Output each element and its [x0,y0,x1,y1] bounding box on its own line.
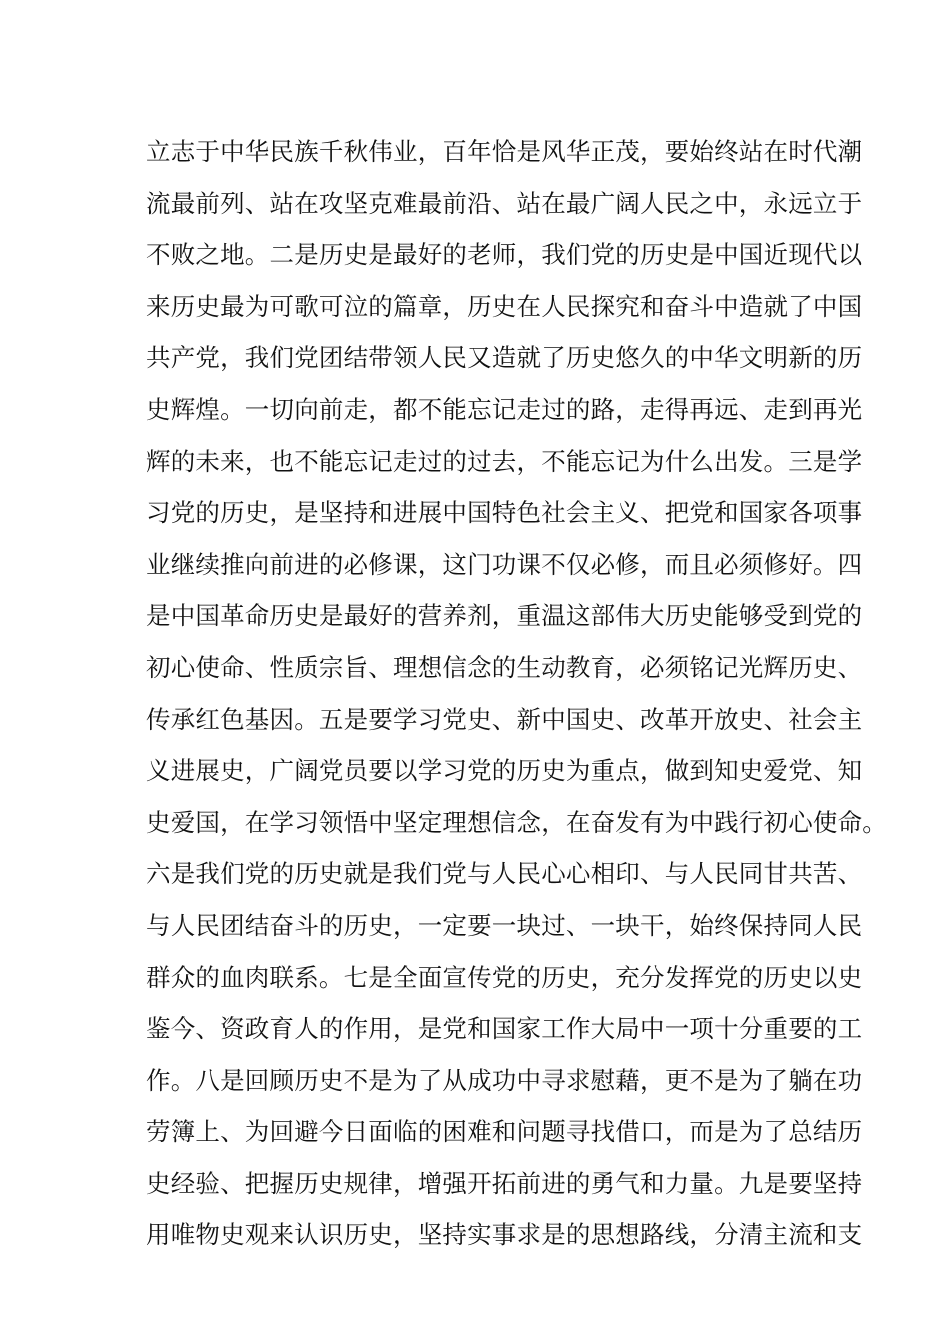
text-line: 流最前列、站在攻坚克难最前沿、站在最广阔人民之中，永远立于 [146,188,863,218]
text-line: 与人民团结奋斗的历史，一定要一块过、一块干，始终保持同人民 [146,910,863,940]
text-line: 共产党，我们党团结带领人民又造就了历史悠久的中华文明新的历 [146,343,863,373]
text-line: 义进展史，广阔党员要以学习党的历史为重点，做到知史爱党、知 [146,756,863,786]
text-line: 劳簿上、为回避今日面临的困难和问题寻找借口，而是为了总结历 [146,1117,863,1147]
text-line: 不败之地。二是历史是最好的老师，我们党的历史是中国近现代以 [146,240,863,270]
text-line: 传承红色基因。五是要学习党史、新中国史、改革开放史、社会主 [146,704,863,734]
text-line: 习党的历史，是坚持和进展中国特色社会主义、把党和国家各项事 [146,498,863,528]
text-line: 是中国革命历史是最好的营养剂，重温这部伟大历史能够受到党的 [146,601,863,631]
text-line: 群众的血肉联系。七是全面宣传党的历史，充分发挥党的历史以史 [146,962,863,992]
text-line: 用唯物史观来认识历史，坚持实事求是的思想路线，分清主流和支 [146,1220,863,1250]
text-line: 业继续推向前进的必修课，这门功课不仅必修，而且必须修好。四 [146,549,863,579]
text-line: 初心使命、性质宗旨、理想信念的生动教育，必须铭记光辉历史、 [146,652,863,682]
text-line: 史经验、把握历史规律，增强开拓前进的勇气和力量。九是要坚持 [146,1168,863,1198]
text-line: 史爱国，在学习领悟中坚定理想信念，在奋发有为中践行初心使命。 [146,807,887,837]
text-line: 来历史最为可歌可泣的篇章，历史在人民探究和奋斗中造就了中国 [146,291,863,321]
text-line: 立志于中华民族千秋伟业，百年恰是风华正茂，要始终站在时代潮 [146,137,863,166]
text-line: 鉴今、资政育人的作用，是党和国家工作大局中一项十分重要的工 [146,1014,863,1044]
text-line: 史辉煌。一切向前走，都不能忘记走过的路，走得再远、走到再光 [146,394,863,424]
text-line: 辉的未来，也不能忘记走过的过去，不能忘记为什么出发。三是学 [146,446,863,476]
text-line: 六是我们党的历史就是我们党与人民心心相印、与人民同甘共苦、 [146,859,863,889]
text-line: 作。八是回顾历史不是为了从成功中寻求慰藉，更不是为了躺在功 [146,1065,863,1095]
body-text [146,126,887,1261]
